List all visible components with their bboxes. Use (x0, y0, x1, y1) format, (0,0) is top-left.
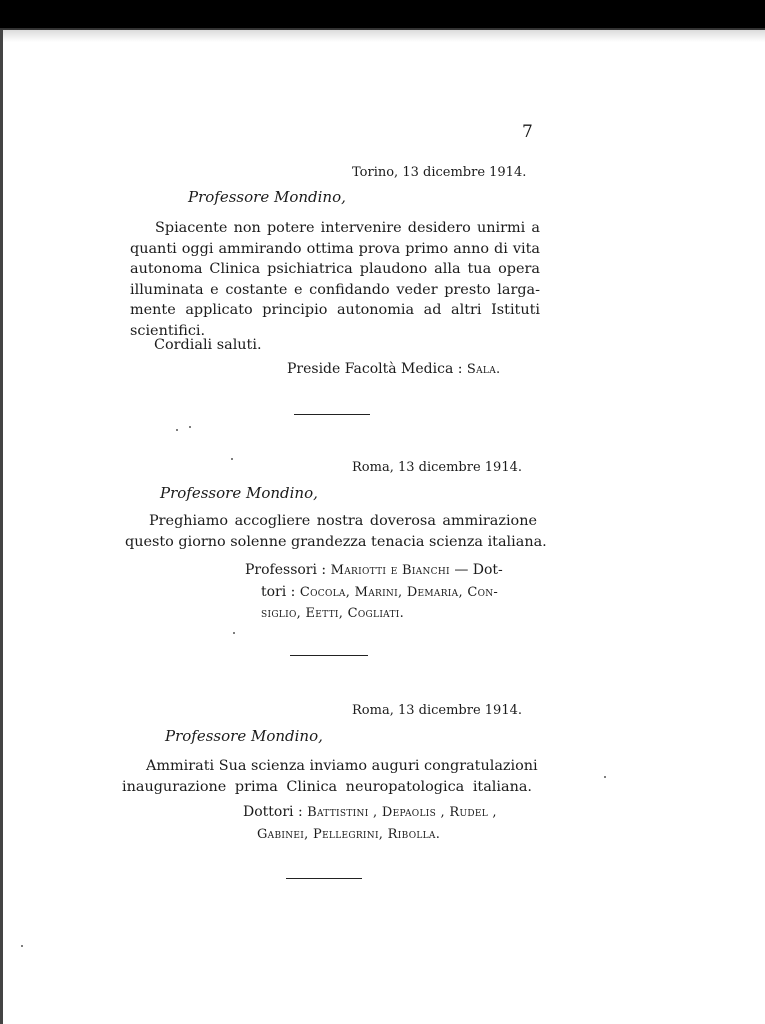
scan-top-border (0, 0, 765, 30)
section-divider (286, 878, 362, 879)
section-divider (294, 414, 370, 415)
letter-2-body (125, 511, 547, 552)
body-line: questo giorno solenne grandezza tenacia scienza italiana. (125, 533, 547, 550)
letter-3-dateline: Roma, 13 dicembre 1914. (352, 703, 522, 718)
body-line: autonoma Clinica psichiatrica plaudono alla tua opera (130, 261, 540, 277)
scan-speck (21, 945, 23, 947)
letter-1-salutation: Professore Mondino, (188, 188, 346, 206)
scan-speck (604, 776, 606, 778)
body-line: Preghiamo accogliere nostra doverosa ammirazione (149, 513, 537, 529)
signature-names: Gabinei, Pellegrini, Ribolla. (257, 826, 441, 842)
letter-3-salutation: Professore Mondino, (165, 727, 323, 745)
signature-title: Preside Facoltà Medica : (287, 361, 463, 377)
scan-speck (189, 426, 191, 428)
scan-speck (231, 458, 233, 460)
letter-3-signature (243, 802, 497, 845)
body-line: illuminata e costante e confidando veder presto larga- (130, 281, 540, 298)
body-line: Spiacente non potere intervenire desidero unirmi a (155, 220, 540, 236)
scan-left-border (0, 30, 3, 1024)
signature-suffix: — Dot- (454, 562, 503, 578)
scan-shadow (0, 28, 765, 42)
body-line: inaugurazione prima Clinica neuropatologica italiana. (122, 778, 532, 795)
letter-2-salutation: Professore Mondino, (160, 484, 318, 502)
letter-1-signature (287, 359, 500, 381)
scan-speck (233, 632, 235, 634)
body-line: quanti oggi ammirando ottima prova primo anno di vita (130, 240, 540, 257)
body-line: mente applicato principio autonomia ad altri Istituti (130, 302, 540, 318)
letter-1-closing: Cordiali saluti. (154, 337, 262, 353)
signature-name: Sala. (466, 362, 501, 377)
signature-names: Mariotti e Bianchi (330, 563, 450, 578)
letter-2-dateline: Roma, 13 dicembre 1914. (352, 460, 522, 475)
letter-2-signature (245, 560, 503, 625)
signature-names: Cocola, Marini, Demaria, Con- (299, 584, 499, 600)
signature-names: siglio, Eetti, Cogliati. (261, 606, 405, 621)
letter-1-body (130, 218, 540, 341)
scan-speck (176, 429, 178, 431)
letter-1-dateline: Torino, 13 dicembre 1914. (352, 165, 527, 180)
body-line: scientifici. (130, 322, 206, 339)
signature-title: tori : (261, 583, 296, 600)
signature-title: Professori : (245, 562, 327, 578)
body-line: Ammirati Sua scienza inviamo auguri congratulazioni (146, 758, 538, 774)
letter-3-body (122, 756, 538, 797)
signature-names: Battistini , Depaolis , Rudel , (307, 805, 497, 820)
page-number: 7 (522, 122, 533, 142)
section-divider (290, 655, 368, 656)
signature-title: Dottori : (243, 804, 303, 820)
